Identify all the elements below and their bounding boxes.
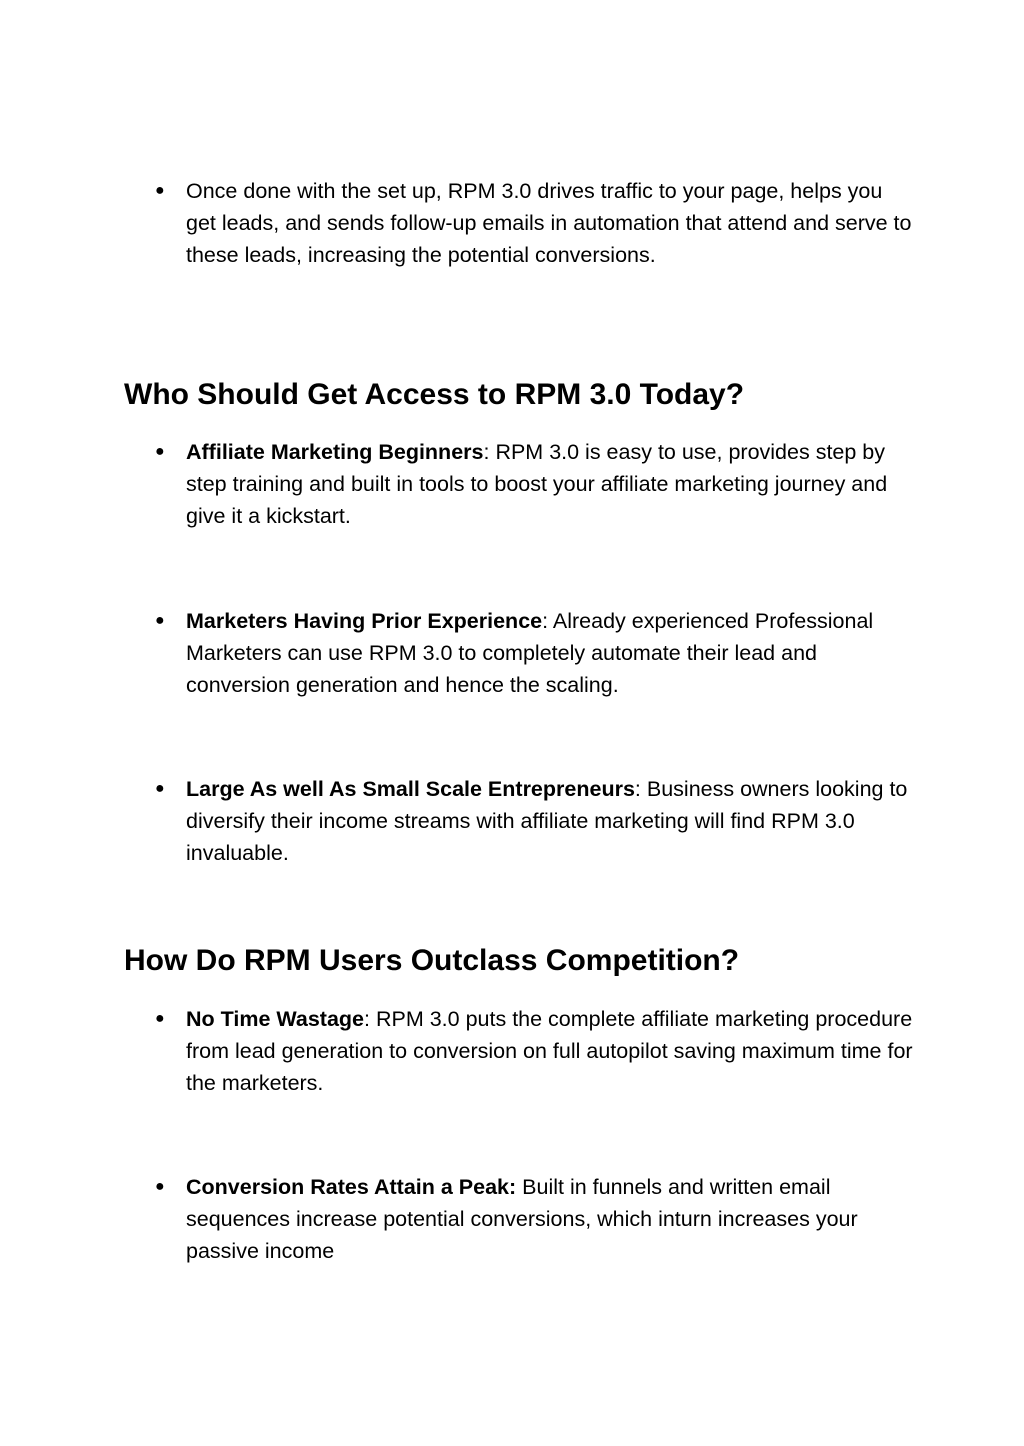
bullet-icon: ● bbox=[155, 780, 165, 797]
item-term: Large As well As Small Scale Entrepreneurs bbox=[186, 777, 635, 801]
bullet-icon: ● bbox=[155, 182, 165, 199]
section-heading-who-should-access: Who Should Get Access to RPM 3.0 Today? bbox=[124, 378, 745, 411]
item-separator: : bbox=[364, 1007, 370, 1031]
list-item-text bbox=[186, 1003, 916, 1099]
item-description: Business owners looking to diversify their income streams with affiliate marketing will find RPM 3.0 invaluable. bbox=[186, 777, 908, 865]
item-separator: : bbox=[634, 777, 641, 801]
intro-text: Once done with the set up, RPM 3.0 drives traffic to your page, helps you get leads, and sends follow-up emails in automation that attend and serve to these leads, increasing the potential conversions. bbox=[186, 179, 912, 267]
item-description: Already experienced Professional Marketers can use RPM 3.0 to completely automate their lead and conversion generation and hence the scaling. bbox=[186, 609, 874, 697]
list-item-text bbox=[186, 175, 916, 271]
item-separator: : bbox=[483, 440, 490, 464]
item-description: Built in funnels and written email sequences increase potential conversions, which inturn increases your passive income bbox=[186, 1175, 858, 1263]
section-heading-outclass-competition: How Do RPM Users Outclass Competition? bbox=[124, 944, 740, 977]
list-item-text bbox=[186, 1171, 916, 1267]
item-term: Marketers Having Prior Experience bbox=[186, 609, 543, 633]
item-term: Affiliate Marketing Beginners bbox=[186, 440, 484, 464]
list-item-text bbox=[186, 773, 916, 869]
list-item-text bbox=[186, 605, 916, 701]
bullet-icon: ● bbox=[155, 612, 165, 629]
bullet-icon: ● bbox=[155, 1178, 165, 1195]
item-description: RPM 3.0 is easy to use, provides step by step training and built in tools to boost your affiliate marketing journey and give it a kickstart. bbox=[186, 440, 888, 528]
bullet-icon: ● bbox=[155, 1010, 165, 1027]
item-description: RPM 3.0 puts the complete affiliate marketing procedure from lead generation to conversion on full autopilot saving maximum time for the marketers. bbox=[186, 1007, 913, 1095]
item-term: No Time Wastage bbox=[186, 1007, 365, 1031]
item-separator: : bbox=[542, 609, 549, 633]
item-term: Conversion Rates Attain a Peak: bbox=[186, 1175, 517, 1199]
bullet-icon: ● bbox=[155, 443, 165, 460]
list-item-text bbox=[186, 436, 916, 532]
